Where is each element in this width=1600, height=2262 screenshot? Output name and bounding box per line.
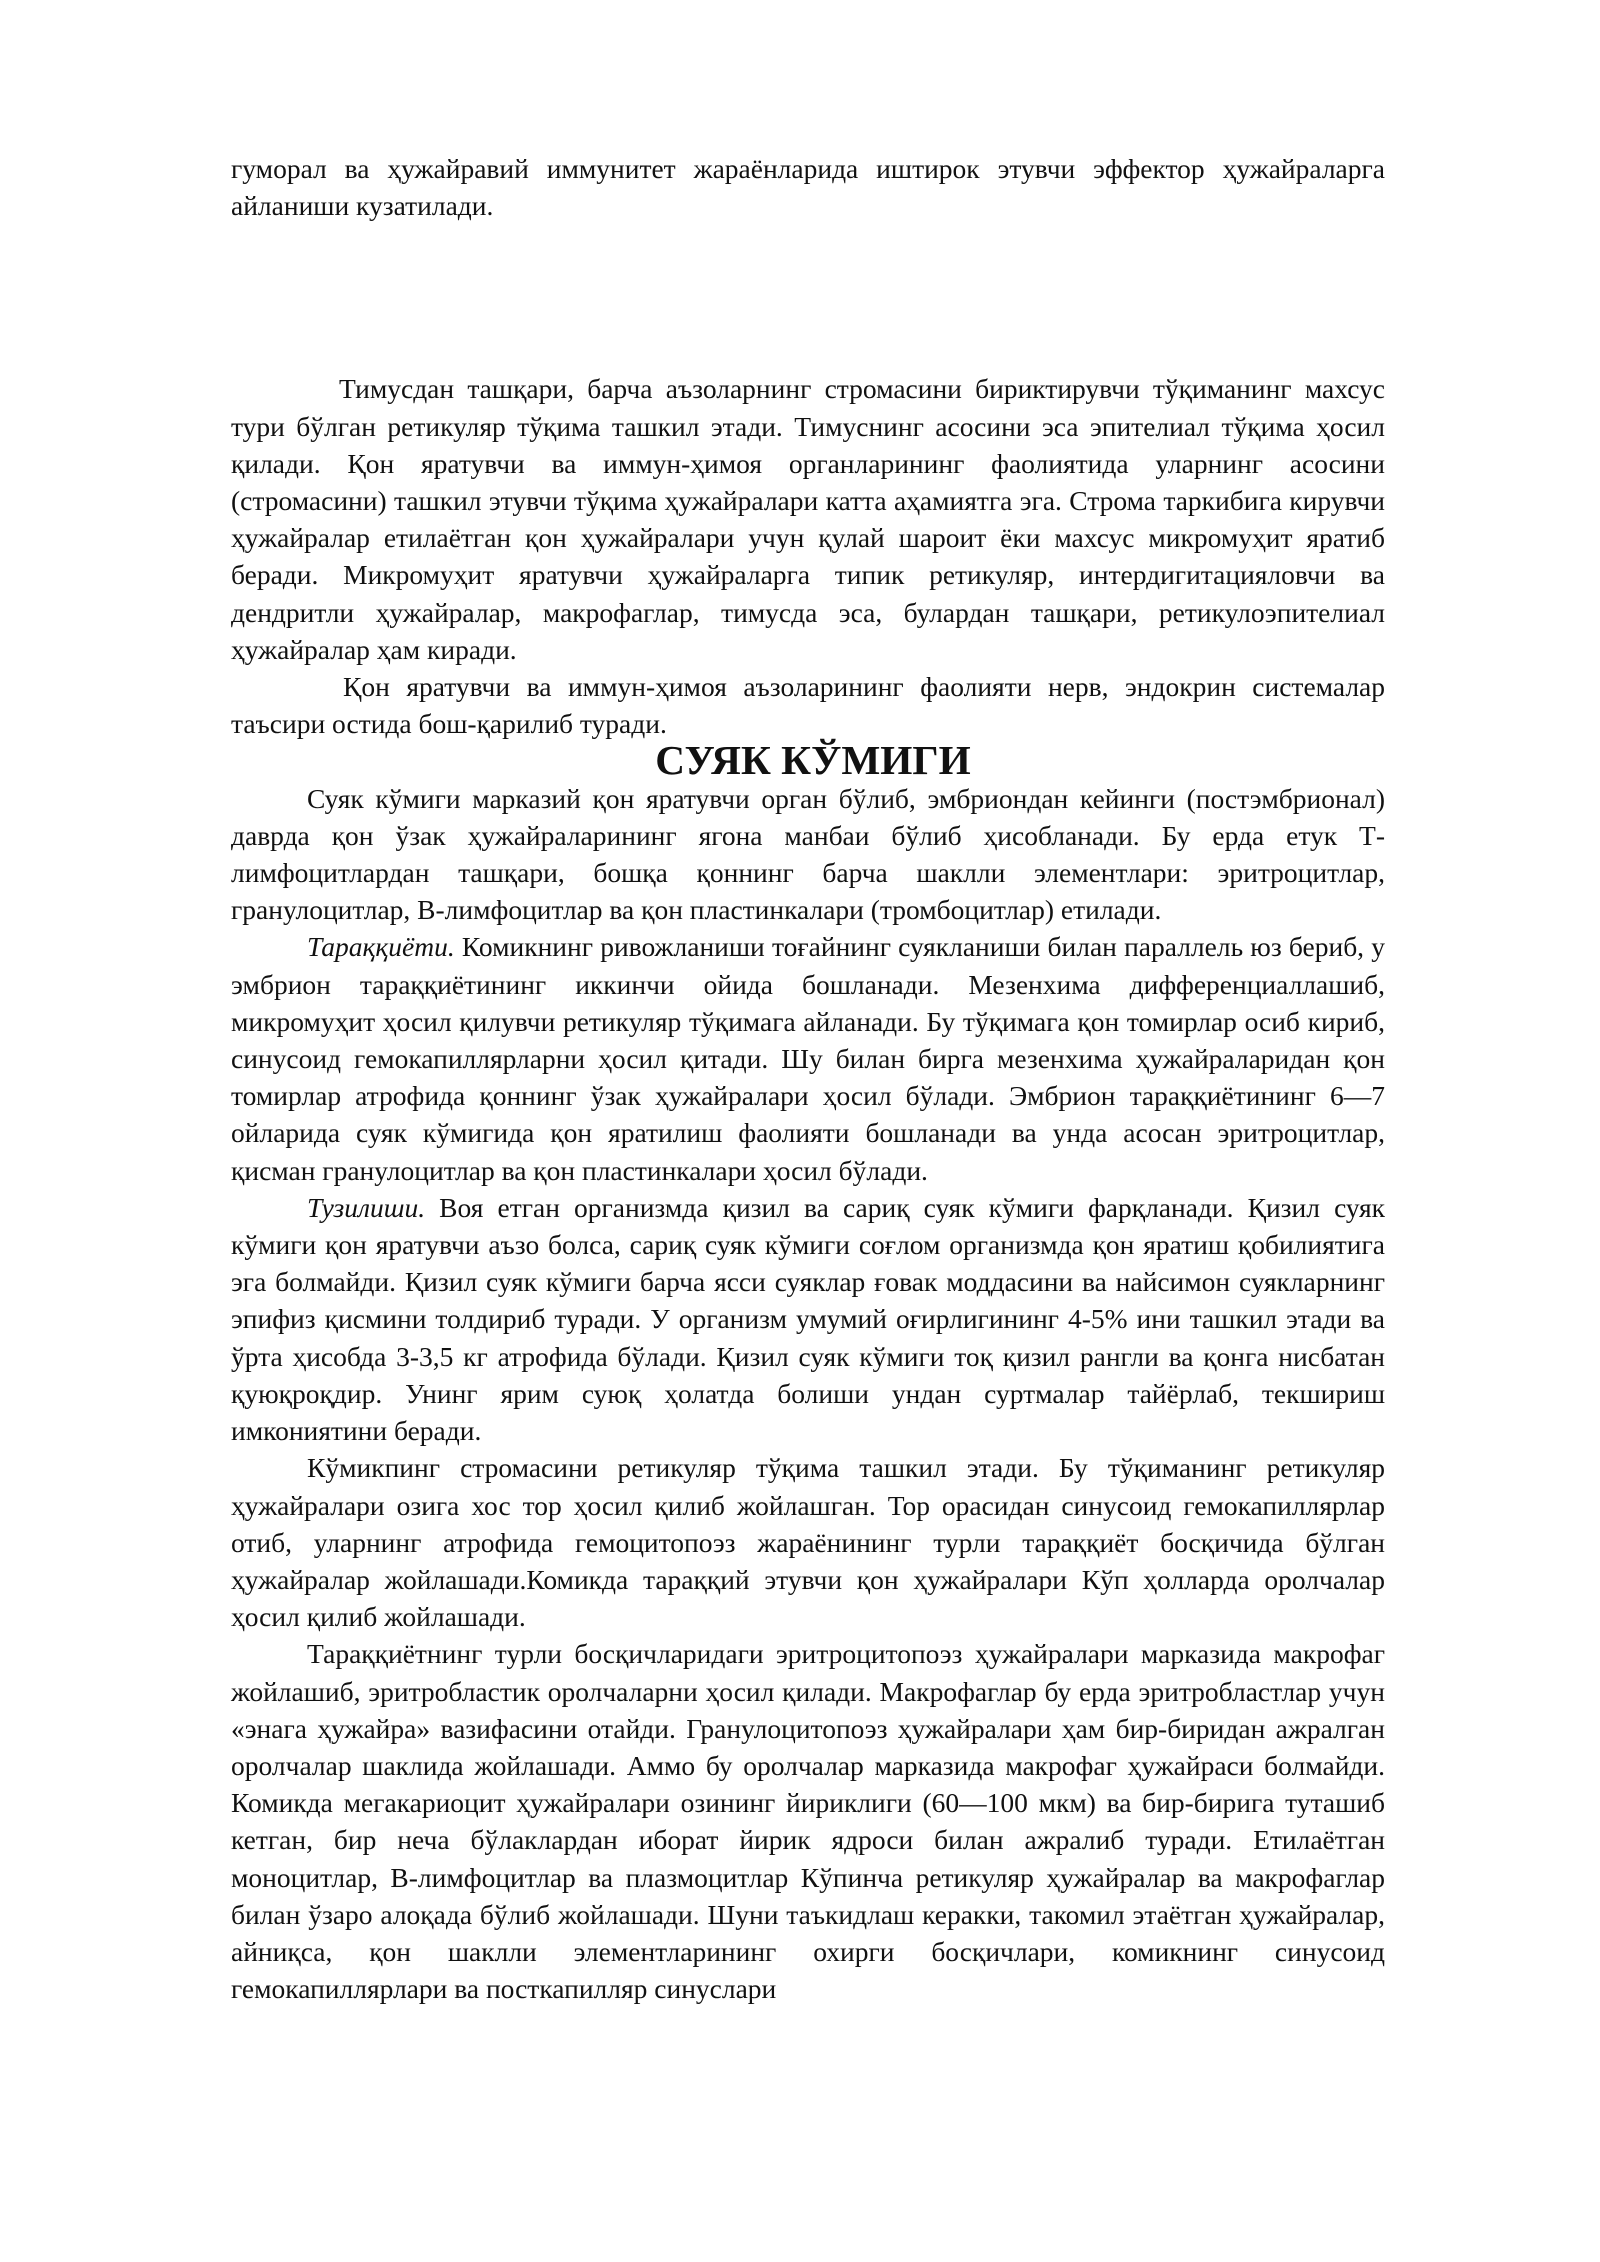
nerve-control-paragraph: Қон яратувчи ва иммун-ҳимоя аъзоларининг фаолияти нерв, эндокрин системалар таъсири остида бош-қарилиб туради. [231,671,1385,740]
intro-paragraph: гуморал ва ҳужайравий иммунитет жараёнларида иштирок этувчи эффектор ҳужайраларга айланиши кузатилади. [231,153,1385,222]
stroma-paragraph: Тимусдан ташқари, барча аъзоларнинг стромасини бириктирувчи тўқиманинг махсус тури бўлган ретикуляр тўқима ташкил этади. Тимуснинг асосини эса эпителиал тўқима ҳосил қилади. Қон яратувчи ва иммун-ҳимоя органларининг фаолиятида уларнинг асосини (стромасини) ташкил этувчи тўқима ҳужайралари катта аҳамиятга эга. Строма таркибига кирувчи ҳужайралар етилаётган қон ҳужайралари учун қулай шароит ёки махсус микромуҳит яратиб беради. Микромуҳит яратувчи ҳужайраларга типик ретикуляр, интердигитацияловчи ва дендритли ҳужайралар, макрофаглар, тимусда эса, булардан ташқари, ретикулоэпителиал ҳужайралар ҳам киради. [231,373,1385,665]
bone-marrow-paragraph: Суяк кўмиги марказий қон яратувчи орган бўлиб, эмбриондан кейинги (постэмбрионал) даврда қон ўзак ҳужайраларининг ягона манбаи бўлиб ҳисобланади. Бу ерда етук Т-лимфоцитлардан ташқари, бошқа қоннинг барча шаклли элементлари: эритроцитлар, гранулоцитлар, В-лимфоцитлар ва қон пластинкалари (тромбоцитлар) етилади. [231,782,1385,926]
structure-label: Тузилиши. [307,1191,426,1223]
development-stages-paragraph: Тараққиётнинг турли босқичларидаги эритроцитопоэз ҳужайралари марказида макрофаг жойлашиб, эритробластик оролчаларни ҳосил қилади. Макрофаглар бу ерда эритробластлар учун «энага ҳужайра» вазифасини отайди. Гранулоцитопоэз ҳужайралари ҳам бир-биридан ажралган оролчалар шаклида жойлашади. Аммо бу оролчалар марказида макрофаг ҳужайраси болмайди. Комикда мегакариоцит ҳужайралари озининг йириклиги (60—100 мкм) ва бир-бирига туташиб кетган, бир неча бўлаклардан иборат йирик ядроси билан ажралиб туради. Етилаётган моноцитлар, В-лимфоцитлар ва плазмоцитлар Кўпинча ретикуляр ҳужайралар ва макрофаглар билан ўзаро алоқада бўлиб жойлашади. Шуни таъкидлаш керакки, такомил этаётган ҳужайралар, айниқса, қон шаклли элементларининг охирги босқичлари, комикнинг синусоид гемокапиллярлари ва посткапилляр синуслари [231,1638,1385,2005]
blank-space [231,224,1385,370]
document-page [231,150,1385,2007]
section-heading: СУЯК КЎМИГИ [655,737,971,784]
marrow-stroma-paragraph: Кўмикпинг стромасини ретикуляр тўқима ташкил этади. Бу тўқиманинг ретикуляр ҳужайралари озига хос тор ҳосил қилиб жойлашган. Тор орасидан синусоид гемокапиллярлар отиб, уларнинг атрофида гемоцитопоэз жараёнининг турли тараққиёт босқичида бўлган ҳужайралар жойлашади.Комикда тараққий этувчи қон ҳужайралари Кўп ҳолларда оролчалар ҳосил қилиб жойлашади. [231,1452,1385,1633]
structure-text: Воя етган организмда қизил ва сариқ суяк кўмиги фарқланади. Қизил суяк кўмиги қон яратувчи аъзо болса, сариқ суяк кўмиги соғлом организмда қон яратиш қобилиятига эга болмайди. Қизил суяк кўмиги барча ясси суяклар ғовак моддасини ва найсимон суякларнинг эпифиз қисмини толдириб туради. У организм умумий оғирлигининг 4-5% ини ташкил этади ва ўрта ҳисобда 3-3,5 кг атрофида бўлади. Қизил суяк кўмиги тоқ қизил рангли ва қонга нисбатан қуюқроқдир. Унинг ярим суюқ ҳолатда болиши ундан суртмалар тайёрлаб, текшириш имкониятини беради. [231,1191,1385,1447]
development-paragraph [231,928,1385,1188]
development-text: Комикнинг ривожланиши тоғайнинг суякланиши билан параллель юз бериб, у эмбрион тараққиётининг иккинчи ойида бошланади. Мезенхима дифференциаллашиб, микромуҳит ҳосил қилувчи ретикуляр тўқимага айланади. Бу тўқимага қон томирлар осиб кириб, синусоид гемокапиллярларни ҳосил қитади. Шу билан бирга мезенхима ҳужайраларидан қон томирлар атрофида қоннинг ўзак ҳужайралари ҳосил бўлади. Эмбрион тараққиётининг 6—7 ойларида суяк кўмигида қон яратилиш фаолияти бошланади ва унда асосан эритроцитлар, қисман гранулоцитлар ва қон пластинкалари ҳосил бўлади. [231,931,1385,1186]
development-label: Тараққиёти. [307,931,455,963]
structure-paragraph [231,1189,1385,1449]
